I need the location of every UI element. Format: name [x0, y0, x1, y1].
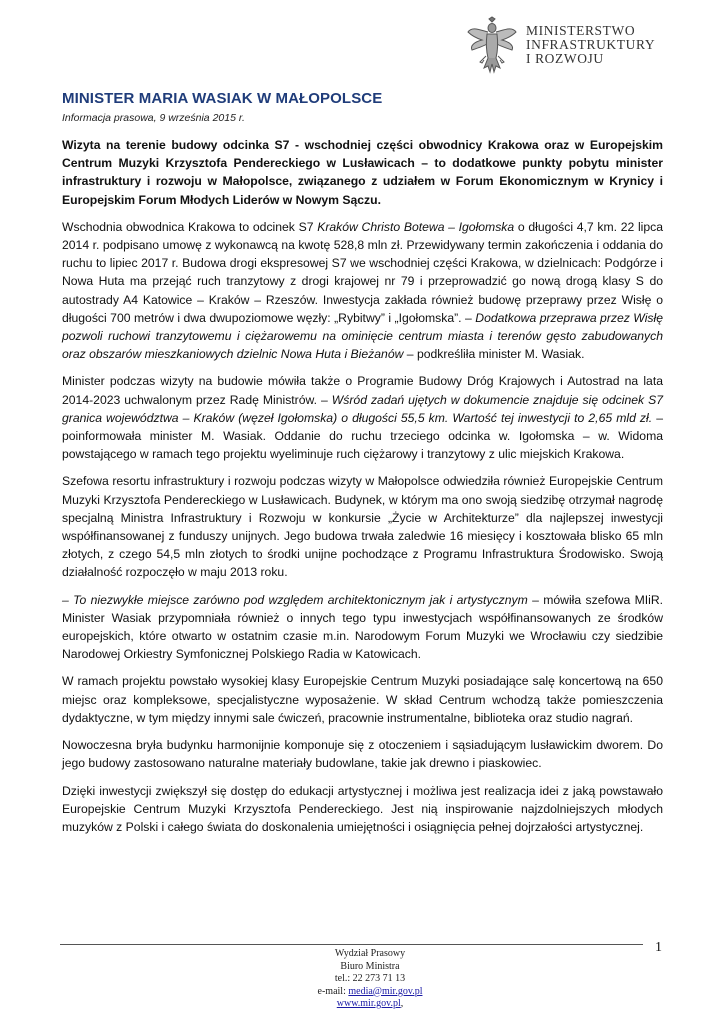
text-run: – mówiła szefowa MIiR. Minister Wasiak przypomniała również o innych tego typu inwestycjach współfinansowanych ze środków europejskich, które otwarto w ostatnim czasie m.in. Narodowym Forum Muzyki we Wrocławiu czy siedzibie Narodowej Orkiestry Symfonicznej Polskiego Radia w Katowicach.: [62, 592, 664, 662]
footer-website-line: [250, 998, 490, 1011]
ministry-header: [466, 16, 711, 76]
footer-phone: tel.: 22 273 71 13: [334, 973, 406, 984]
footer-office: Biuro Ministra: [340, 960, 400, 972]
website-link[interactable]: www.mir.gov.pl: [336, 998, 401, 1009]
footer-divider: [60, 944, 643, 945]
quote-italic: Dodatkowa przeprawa przez Wisłę pozwoli ruchowi tranzytowemu i ciężarowemu na ominięcie centrum miasta i terenów gęsto zabudowanych oraz obszarów mieszkaniowych dzielnic Nowa Huta i Bieżanów: [62, 310, 663, 362]
ministry-line: I ROZWOJU: [526, 51, 604, 66]
press-release-date: Informacja prasowa, 9 września 2015 r.: [62, 112, 245, 124]
text-run: o długości 4,7 km. 22 lipca 2014 r. podpisano umowę z wykonawcą na kwotę 528,8 mln zł. Przewidywany termin zakończenia i oddania do ruchu to lipiec 2017 r. Budowa drogi ekspresowej S7 we wschodniej części Krakowa, w dzielnicach: Podgórze i Nowa Huta ma przejąć ruch tranzytowy z drogi krajowej nr 79 i przeprowadzić go nową drogą klasy S do autostrady A4 Katowice – Kraków – Rzeszów. Inwestycja zakłada również budowę przeprawy przez Wisłę o długości 700 metrów i dwa dwupoziomowe węzły: „Rybitwy” i „Igołomska”. –: [62, 219, 664, 325]
paragraph: [62, 591, 663, 664]
email-link[interactable]: media@mir.gov.pl: [348, 985, 423, 997]
page-title: MINISTER MARIA WASIAK W MAŁOPOLSCE: [62, 90, 383, 107]
lead-paragraph: Wizyta na terenie budowy odcinka S7 - wschodniej części obwodnicy Krakowa oraz w Europejskim Centrum Muzyki Krzysztofa Pendereckiego w Lusławicach – to dodatkowe punkty pobytu minister infrastruktury i rozwoju w Małopolsce, związanego z udziałem w Forum Ekonomicznym w Krynicy i Europejskim Forum Młodych Liderów w Nowym Sączu.: [62, 138, 663, 207]
text-run: Minister podczas wizyty na budowie mówiła także o Programie Budowy Dróg Krajowych i Autostrad na lata 2014-2023 uchwalonym przez Radę Ministrów. –: [62, 374, 663, 407]
paragraph: W ramach projektu powstało wysokiej klasy Europejskie Centrum Muzyki posiadające salę koncertową na 650 miejsc oraz kompleksowe, specjalistyczne wyposażenie. W skład Centrum wchodzą także pomieszczenia dydaktyczne, w tym między innymi sale ćwiczeń, pracownie instrumentalne, biblioteka oraz studio nagrań.: [62, 674, 663, 725]
text-run: – podkreśliła minister M. Wasiak.: [403, 347, 585, 362]
ministry-line: MINISTERSTWO: [526, 23, 636, 38]
footer-dept: Wydział Prasowy: [334, 948, 406, 959]
website-suffix: ,: [400, 998, 404, 1009]
quote-italic: – To niezwykłe miejsce zarówno pod względem architektonicznym jak i artystycznym: [62, 592, 528, 607]
italic-run: Kraków Christo Botewa – Igołomska: [317, 219, 515, 234]
text-run: – poinformowała minister M. Wasiak. Oddanie do ruchu trzeciego odcinka w. Igołomska – w. Widoma powstającego w ramach tego projektu wyeliminuje ruch ciężarowy i tranzytowy z ulic miejskich Krakowa.: [62, 410, 663, 462]
footer-email-line: [250, 986, 490, 999]
paragraph: Szefowa resortu infrastruktury i rozwoju podczas wizyty w Małopolsce odwiedziła również Europejskie Centrum Muzyki Krzysztofa Pendereckiego w Lusławicach. Budynek, w którym ma ono swoją siedzibę otrzymał nagrodę specjalną Ministra Infrastruktury i Rozwoju w konkursie „Życie w Architekturze” dla najlepszej inwestycji współfinansowanej z funduszy unijnych. Jego budowa trwała zaledwie 16 miesięcy i kosztowała blisko 65 mln złotych, z czego 54,5 mln złotych to środki unijne pochodzące z Programu Infrastruktura Środowisko. Swoją działalność rozpoczęło w maju 2013 roku.: [62, 474, 663, 580]
quote-italic: Wśród zadań ujętych w dokumencie znajduje się odcinek S7 granica województwa – Kraków (węzeł Igołomska) o długości 55,5 km. Wartość tej inwestycji to 2,65 mld zł.: [62, 392, 663, 425]
paragraph: [62, 218, 663, 364]
ministry-line: INFRASTRUKTURY: [526, 37, 656, 52]
paragraph: [62, 372, 663, 463]
eagle-emblem-icon: [466, 16, 518, 74]
email-label: e-mail:: [317, 985, 349, 997]
page-number: 1: [655, 940, 662, 955]
paragraph: Nowoczesna bryła budynku harmonijnie komponuje się z otoczeniem i sąsiadującym lusławickim dworem. Do jego budowy zastosowano naturalne materiały budowlane, takie jak drewno i piaskowiec.: [62, 738, 663, 771]
footer-contact: [250, 948, 490, 1011]
text-run: Wschodnia obwodnica Krakowa to odcinek S7: [62, 219, 318, 234]
ministry-name: [526, 24, 655, 66]
article-body: [62, 136, 663, 845]
paragraph: Dzięki inwestycji zwiększył się dostęp do edukacji artystycznej i możliwa jest realizacja idei z jaką powstawało Europejskie Centrum Muzyki Krzysztofa Pendereckiego. Jest nią inspirowanie najzdolniejszych młodych muzyków z Polski i całego świata do doskonalenia umiejętności i osiągnięcia pełnej dojrzałości artystycznej.: [62, 783, 663, 834]
